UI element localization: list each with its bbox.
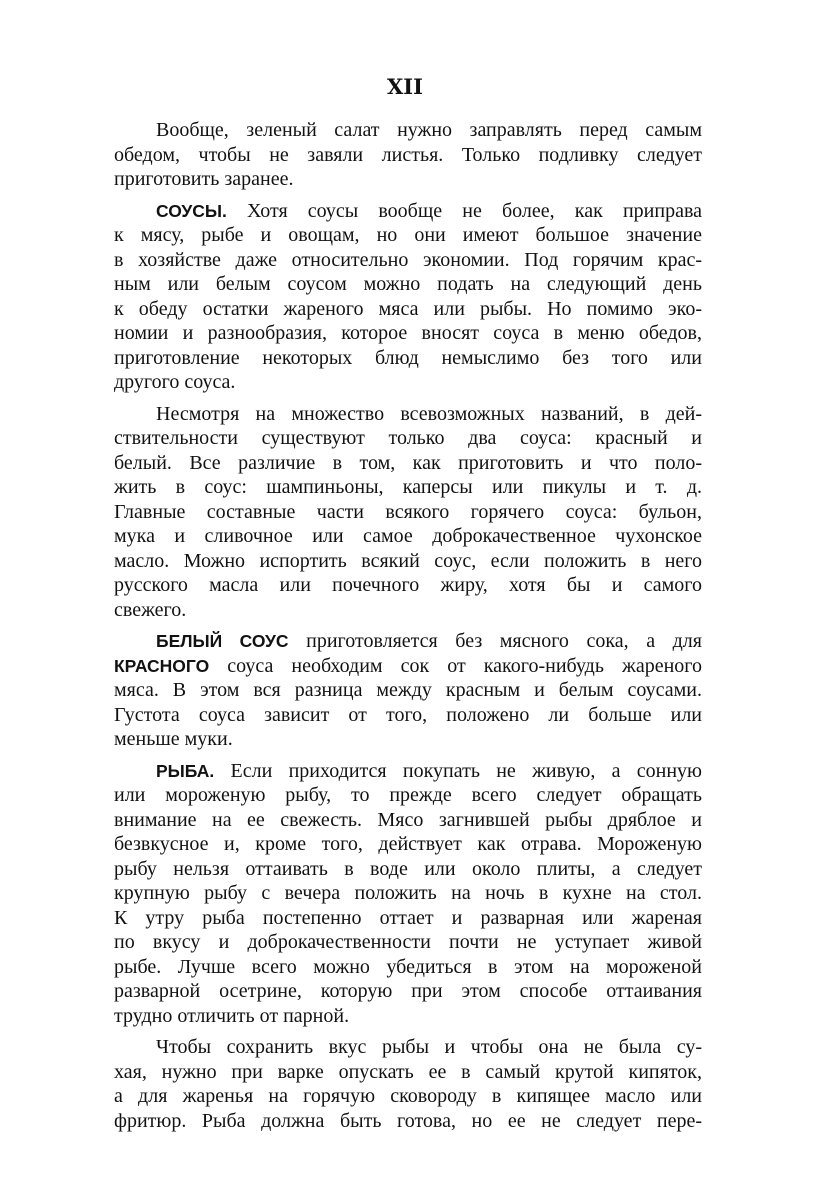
text-line: рыбу нельзя оттаивать в воде или около плиты, а следует [114, 857, 702, 880]
text-line: жить в соус: шампиньоны, каперсы или пикулы и т. д. [114, 476, 702, 498]
text-line: внимание на ее свежесть. Мясо загнившей рыбы дряблое и [114, 808, 702, 831]
text-line: крупную рыбу с вечера положить на ночь в кухне на стол. [114, 882, 702, 904]
text-line: белый. Все различие в том, как приготовить и что поло- [114, 451, 702, 474]
paragraph-sauces [114, 199, 702, 395]
text-line: Вообще, зеленый салат нужно заправлять перед самым [156, 119, 702, 141]
text-line: по вкусу и доброкачественности почти не уступает живой [114, 931, 702, 953]
text-line: номии и разнообразия, которое вносят соуса в меню обедов, [114, 322, 702, 344]
text-line: приготовление некоторых блюд немыслимо без того или [114, 346, 702, 369]
paragraph-white-sauce [114, 629, 702, 752]
text-line: другого соуса. [114, 371, 236, 393]
text-line: приготовить заранее. [114, 168, 294, 190]
page-number: XII [387, 74, 423, 99]
body-text [114, 118, 702, 1140]
text-line: обедом, чтобы не завяли листья. Только подливку следует [114, 143, 702, 166]
text-line: рыбе. Лучше всего можно убедиться в этом на мороженой [114, 955, 702, 978]
text-line: РЫБА. Если приходится покупать не живую, а сонную [156, 759, 702, 782]
section-heading-white-sauce: БЕЛЫЙ СОУС [156, 631, 289, 651]
text-line: СОУСЫ. Хотя соусы вообще не более, как приправа [156, 199, 702, 222]
text-line: безвкусное и, кроме того, действует как отрава. Мороженую [114, 833, 702, 855]
text-line: Несмотря на множество всевозможных названий, в дей- [156, 402, 702, 425]
paragraph-salad [114, 118, 702, 192]
text-line: к мясу, рыбе и овощам, но они имеют большое значение [114, 224, 702, 246]
text-line: Чтобы сохранить вкус рыбы и чтобы она не была су- [156, 1036, 702, 1058]
text-line: свежего. [114, 598, 187, 621]
text-line: хая, нужно при варке опускать ее в самый крутой кипяток, [114, 1060, 702, 1083]
paragraph-two-sauces [114, 402, 702, 623]
text-line: масло. Можно испортить всякий соус, если положить в него [114, 549, 702, 572]
text-line: Главные составные части всякого горячего соуса: бульон, [114, 500, 702, 523]
section-heading-fish: РЫБА. [156, 760, 215, 781]
text-line: в хозяйстве даже относительно экономии. Под горячим крас- [114, 248, 702, 271]
text-line: а для жаренья на горячую сковороду в кипящее масло или [114, 1085, 702, 1107]
text-line: мяса. В этом вся разница между красным и белым соусами. [114, 679, 702, 701]
text-line: русского масла или почечного жиру, хотя бы и самого [114, 574, 702, 596]
text-line: ствительности существуют только два соуса: красный и [114, 427, 702, 449]
section-heading-red-sauce: КРАСНОГО [114, 655, 210, 676]
text-line: БЕЛЫЙ СОУС приготовляется без мясного сока, а для [156, 630, 702, 652]
text-line: мука и сливочное или самое доброкачественное чухонское [114, 525, 702, 547]
text-line: или мороженую рыбу, то прежде всего следует обращать [114, 784, 702, 806]
text-line: КРАСНОГО соуса необходим сок от какого-нибудь жареного [114, 654, 702, 677]
text-line: трудно отличить от парной. [114, 1004, 350, 1027]
text-line: меньше муки. [114, 728, 233, 750]
text-line: ным или белым соусом можно подать на следующий день [114, 273, 702, 295]
paragraph-fish-cooking [114, 1035, 702, 1133]
text-line: К утру рыба постепенно оттает и разварная или жареная [114, 906, 702, 929]
paragraph-fish [114, 759, 702, 1029]
text-line: к обеду остатки жареного мяса или рыбы. Но помимо эко- [114, 297, 702, 320]
text-line: фритюр. Рыба должна быть готова, но ее не следует пере- [114, 1109, 702, 1132]
text-line: разварной осетрине, которую при этом способе оттаивания [114, 980, 702, 1002]
section-heading-sauces: СОУСЫ. [156, 200, 227, 221]
text-line: Густота соуса зависит от того, положено ли больше или [114, 703, 702, 726]
